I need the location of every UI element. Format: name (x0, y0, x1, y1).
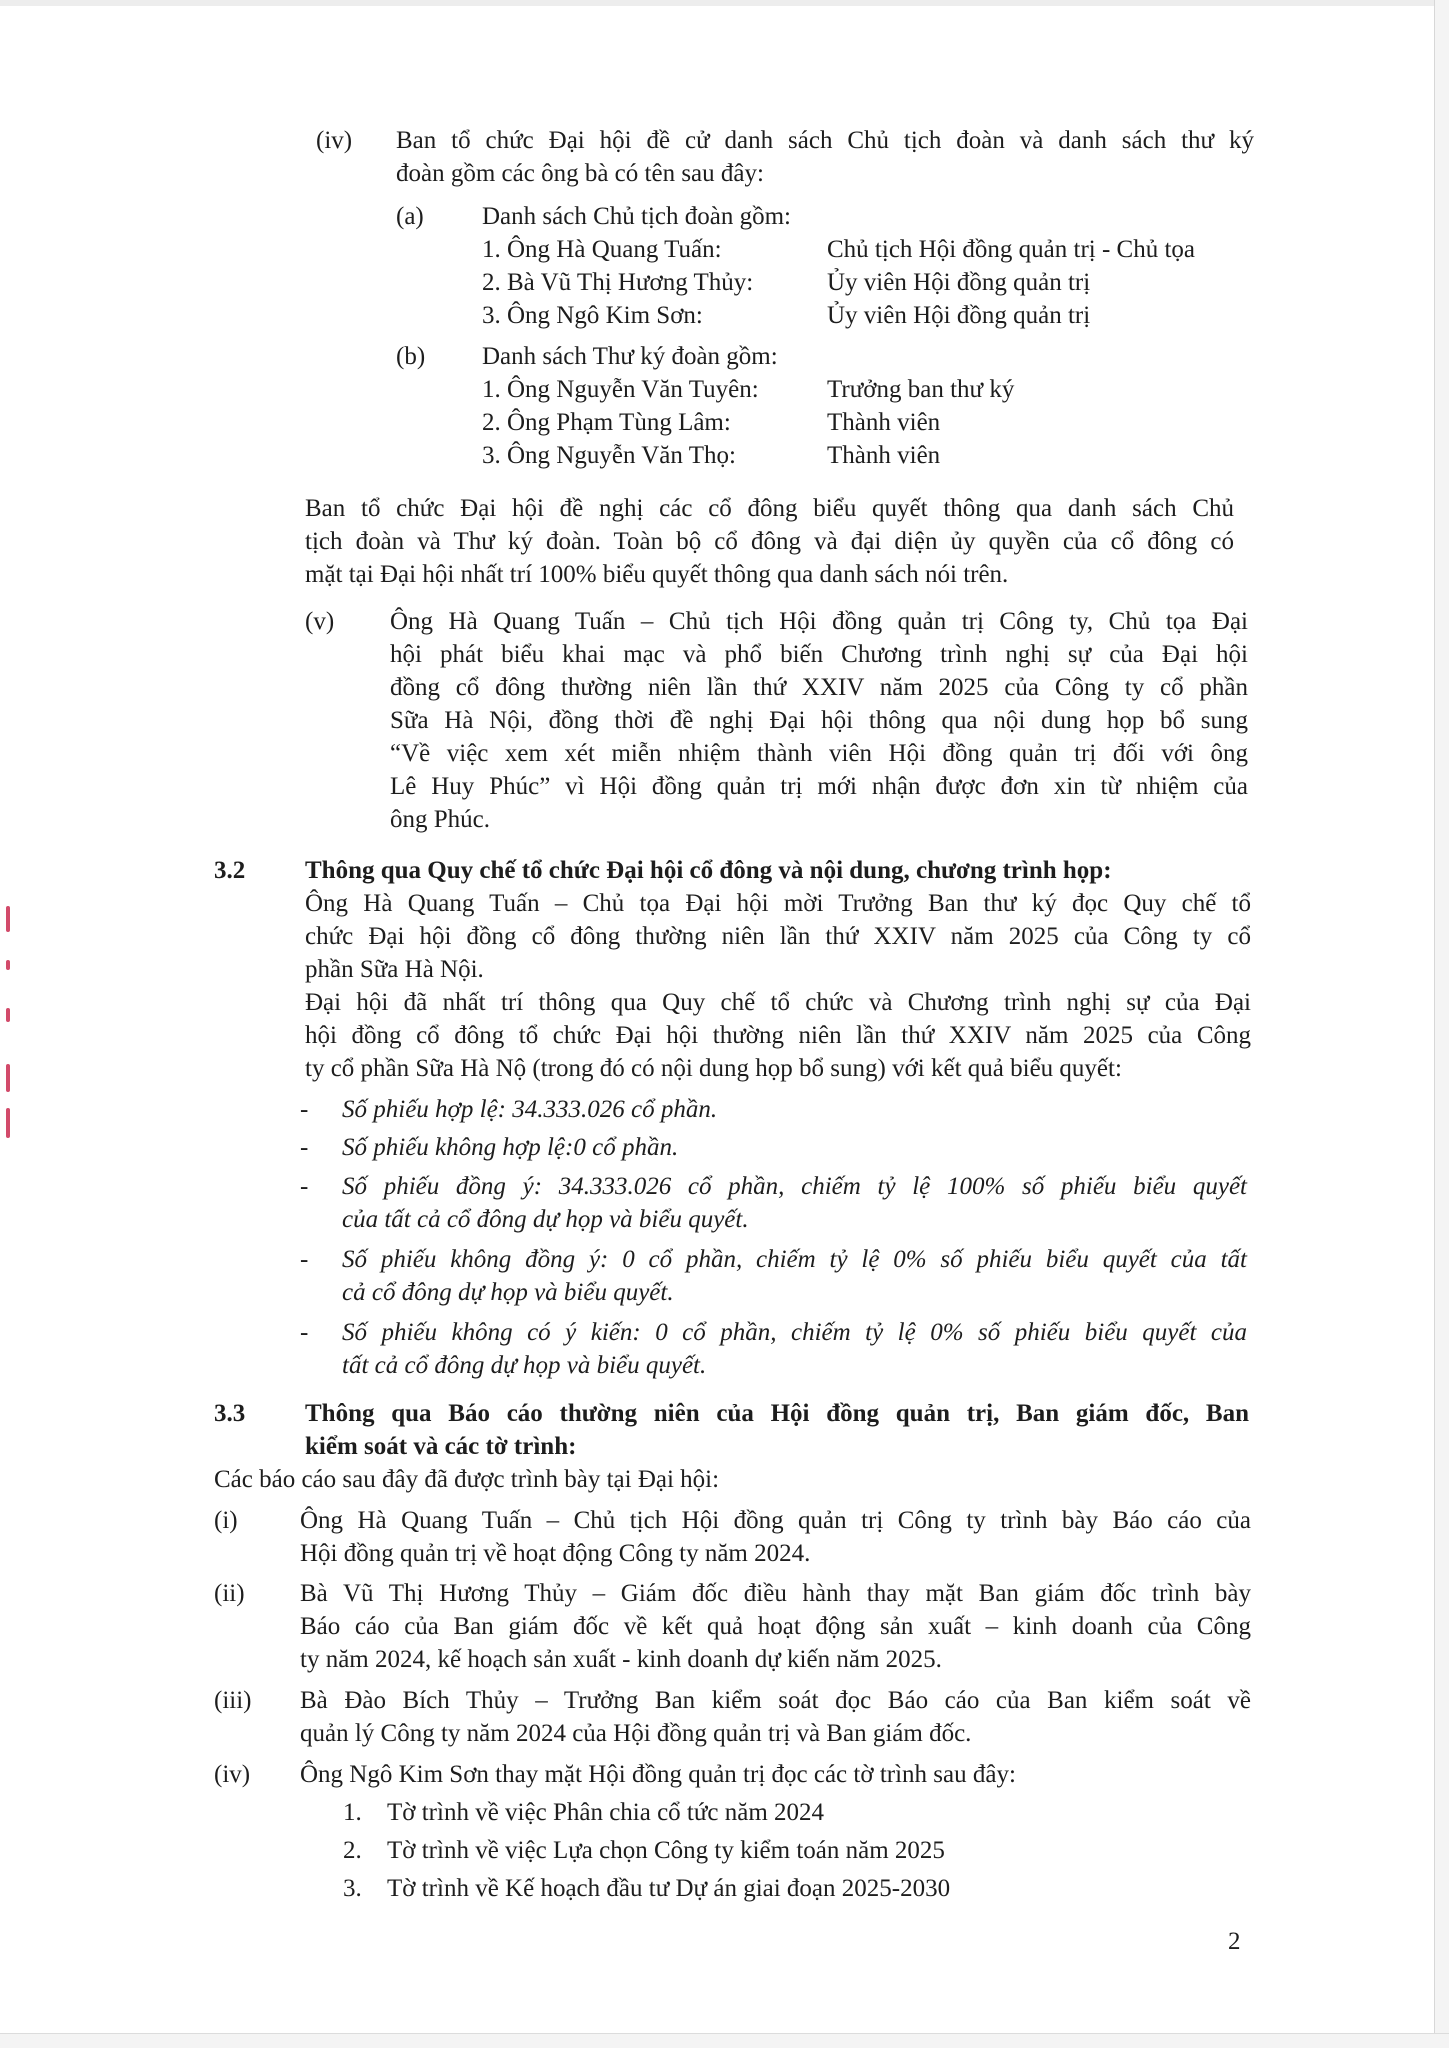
bullet-dash: - (300, 1173, 309, 1200)
section-label: (v) (305, 608, 335, 635)
bullet-dash: - (300, 1246, 309, 1273)
member-name: 2. Bà Vũ Thị Hương Thủy: (482, 269, 754, 296)
member-name: 3. Ông Ngô Kim Sơn: (482, 302, 703, 329)
submission-number: 3. (343, 1875, 362, 1902)
paragraph-line: ông Phúc. (390, 806, 490, 833)
paragraph-line: đồng cổ đông thường niên lần thứ XXIV năm 2025 của Công ty cổ phần (390, 674, 1248, 701)
paragraph-line: Bà Đào Bích Thủy – Trưởng Ban kiểm soát đọc Báo cáo của Ban kiểm soát về (300, 1687, 1251, 1714)
paragraph-line: ty năm 2024, kế hoạch sản xuất - kinh doanh dự kiến năm 2025. (300, 1646, 942, 1673)
paragraph-line: mặt tại Đại hội nhất trí 100% biểu quyết thông qua danh sách nói trên. (305, 561, 1009, 588)
vote-line: Số phiếu không hợp lệ:0 cổ phần. (342, 1134, 679, 1161)
scan-bottom-edge (0, 2033, 1449, 2048)
item-label: (ii) (214, 1580, 245, 1607)
member-role: Trưởng ban thư ký (827, 376, 1015, 403)
submission-title: Tờ trình về việc Phân chia cổ tức năm 2024 (387, 1799, 825, 1826)
margin-mark (6, 960, 10, 970)
vote-line: Số phiếu hợp lệ: 34.333.026 cổ phần. (342, 1096, 718, 1123)
member-name: 3. Ông Nguyễn Văn Thọ: (482, 442, 736, 469)
member-name: 1. Ông Nguyễn Văn Tuyên: (482, 376, 759, 403)
vote-line: tất cả cổ đông dự họp và biểu quyết. (342, 1352, 707, 1379)
section-label: (iv) (316, 127, 353, 154)
vote-line: cả cổ đông dự họp và biểu quyết. (342, 1279, 674, 1306)
page-number: 2 (1228, 1928, 1241, 1955)
paragraph-line: Sữa Hà Nội, đồng thời đề nghị Đại hội thông qua nội dung họp bổ sung (390, 707, 1248, 734)
paragraph-line: Ban tổ chức Đại hội đề cử danh sách Chủ tịch đoàn và danh sách thư ký (396, 127, 1254, 154)
paragraph-line: Ông Hà Quang Tuấn – Chủ tịch Hội đồng quản trị Công ty trình bày Báo cáo của (300, 1507, 1251, 1534)
vote-line: Số phiếu không có ý kiến: 0 cổ phần, chiếm tỷ lệ 0% số phiếu biểu quyết của (342, 1319, 1247, 1346)
bullet-dash: - (300, 1096, 309, 1123)
section-number: 3.2 (214, 857, 246, 884)
list-title: Danh sách Chủ tịch đoàn gồm: (482, 203, 791, 230)
member-role: Thành viên (827, 442, 941, 469)
paragraph-line: Ông Ngô Kim Sơn thay mặt Hội đồng quản trị đọc các tờ trình sau đây: (300, 1761, 1016, 1788)
paragraph-line: đoàn gồm các ông bà có tên sau đây: (396, 160, 764, 187)
section-heading: kiểm soát và các tờ trình: (305, 1433, 577, 1460)
member-role: Thành viên (827, 409, 941, 436)
bullet-dash: - (300, 1319, 309, 1346)
list-title: Danh sách Thư ký đoàn gồm: (482, 343, 778, 370)
paragraph-line: tịch đoàn và Thư ký đoàn. Toàn bộ cổ đông và đại diện ủy quyền của cổ đông có (305, 528, 1234, 555)
vote-line: của tất cả cổ đông dự họp và biểu quyết. (342, 1206, 749, 1233)
paragraph-line: Báo cáo của Ban giám đốc về kết quả hoạt động sản xuất – kinh doanh của Công (300, 1613, 1251, 1640)
paragraph-line: hội đồng cổ đông tổ chức Đại hội thường niên lần thứ XXIV năm 2025 của Công (305, 1022, 1251, 1049)
vote-line: Số phiếu không đồng ý: 0 cổ phần, chiếm tỷ lệ 0% số phiếu biểu quyết của tất (342, 1246, 1247, 1273)
item-label: (i) (214, 1507, 238, 1534)
member-role: Ủy viên Hội đồng quản trị (827, 269, 1091, 296)
submission-number: 1. (343, 1799, 362, 1826)
margin-mark (6, 1008, 10, 1022)
paragraph-line: hội phát biểu khai mạc và phổ biến Chương trình nghị sự của Đại hội (390, 641, 1248, 668)
margin-mark (6, 906, 10, 932)
submission-title: Tờ trình về việc Lựa chọn Công ty kiểm toán năm 2025 (387, 1837, 945, 1864)
list-label: (b) (396, 343, 426, 370)
list-label: (a) (396, 203, 424, 230)
submission-title: Tờ trình về Kế hoạch đầu tư Dự án giai đoạn 2025-2030 (387, 1875, 951, 1902)
scan-top-edge (0, 0, 1449, 6)
paragraph-line: ty cổ phần Sữa Hà Nộ (trong đó có nội dung họp bổ sung) với kết quả biểu quyết: (305, 1055, 1122, 1082)
member-role: Ủy viên Hội đồng quản trị (827, 302, 1091, 329)
paragraph-line: Hội đồng quản trị về hoạt động Công ty năm 2024. (300, 1540, 811, 1567)
paragraph-line: phần Sữa Hà Nội. (305, 956, 484, 983)
paragraph-line: Ông Hà Quang Tuấn – Chủ tọa Đại hội mời Trưởng Ban thư ký đọc Quy chế tổ (305, 890, 1251, 917)
margin-mark (6, 1108, 10, 1138)
paragraph-line: Bà Vũ Thị Hương Thủy – Giám đốc điều hành thay mặt Ban giám đốc trình bày (300, 1580, 1251, 1607)
paragraph-line: Đại hội đã nhất trí thông qua Quy chế tổ chức và Chương trình nghị sự của Đại (305, 989, 1251, 1016)
paragraph-line: Các báo cáo sau đây đã được trình bày tại Đại hội: (214, 1466, 720, 1493)
item-label: (iii) (214, 1687, 252, 1714)
paragraph-line: Ông Hà Quang Tuấn – Chủ tịch Hội đồng quản trị Công ty, Chủ tọa Đại (390, 608, 1248, 635)
paragraph-line: chức Đại hội đồng cổ đông thường niên lần thứ XXIV năm 2025 của Công ty cổ (305, 923, 1251, 950)
member-name: 2. Ông Phạm Tùng Lâm: (482, 409, 731, 436)
section-number: 3.3 (214, 1400, 246, 1427)
paragraph-line: Ban tổ chức Đại hội đề nghị các cổ đông biểu quyết thông qua danh sách Chủ (305, 495, 1234, 522)
scan-right-edge (1434, 0, 1449, 2048)
bullet-dash: - (300, 1134, 309, 1161)
margin-mark (6, 1064, 10, 1092)
paragraph-line: quản lý Công ty năm 2024 của Hội đồng quản trị và Ban giám đốc. (300, 1720, 972, 1747)
section-heading: Thông qua Quy chế tổ chức Đại hội cổ đông và nội dung, chương trình họp: (305, 857, 1112, 884)
submission-number: 2. (343, 1837, 362, 1864)
vote-line: Số phiếu đồng ý: 34.333.026 cổ phần, chiếm tỷ lệ 100% số phiếu biểu quyết (342, 1173, 1247, 1200)
paragraph-line: Lê Huy Phúc” vì Hội đồng quản trị mới nhận được đơn xin từ nhiệm của (390, 773, 1248, 800)
item-label: (iv) (214, 1761, 251, 1788)
paragraph-line: “Về việc xem xét miễn nhiệm thành viên Hội đồng quản trị đối với ông (390, 740, 1248, 767)
member-name: 1. Ông Hà Quang Tuấn: (482, 236, 722, 263)
section-heading: Thông qua Báo cáo thường niên của Hội đồng quản trị, Ban giám đốc, Ban (305, 1400, 1249, 1427)
member-role: Chủ tịch Hội đồng quản trị - Chủ tọa (827, 236, 1196, 263)
